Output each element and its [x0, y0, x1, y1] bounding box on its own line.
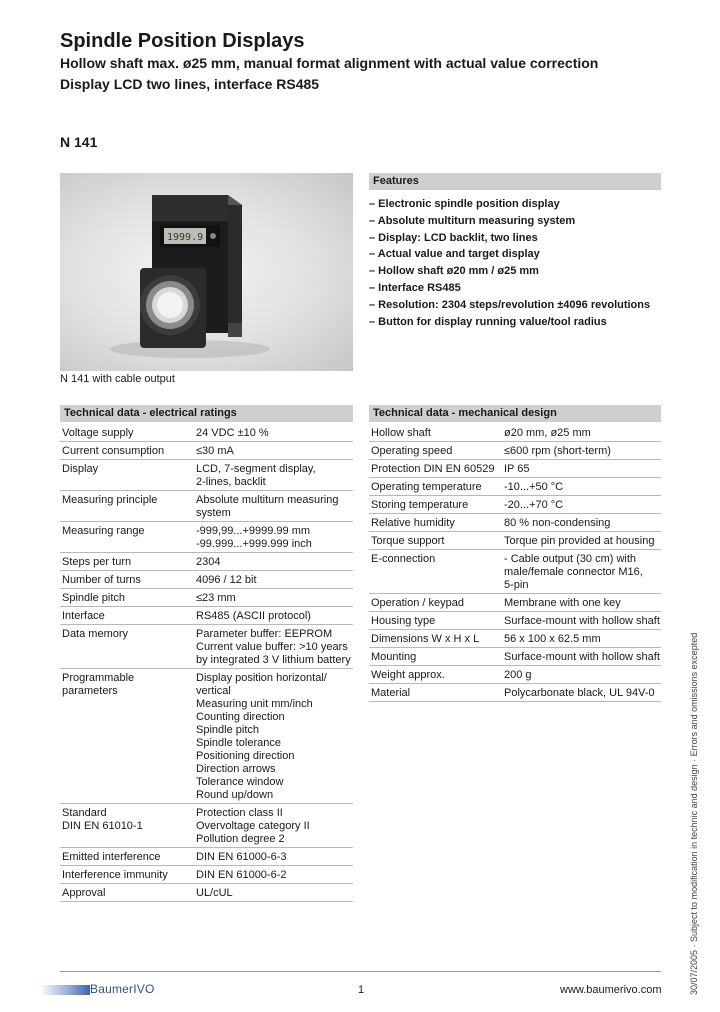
spec-value	[502, 460, 661, 478]
spec-label	[60, 553, 194, 571]
spec-value	[502, 550, 661, 594]
spec-label	[369, 666, 502, 684]
spec-value-line: -99.999...+999.999 inch	[196, 538, 312, 550]
spec-value-line: -10...+50 °C	[504, 481, 564, 493]
spec-value-line: - Cable output (30 cm) with	[504, 553, 637, 565]
spec-value-line: Round up/down	[196, 789, 274, 801]
spec-value-line: male/female connector M16,	[504, 566, 643, 578]
spec-value	[194, 607, 353, 625]
photo-caption: N 141 with cable output	[60, 373, 175, 385]
spec-value	[502, 478, 661, 496]
keypad-button	[210, 233, 216, 239]
spec-value-line: IP 65	[504, 463, 530, 475]
spec-value-line: 5-pin	[504, 579, 529, 591]
spec-value-line: Counting direction	[196, 711, 285, 723]
spec-value-line: Overvoltage category II	[196, 820, 310, 832]
spec-label-line: Display	[62, 463, 99, 475]
spec-label	[369, 612, 502, 630]
spec-label	[369, 648, 502, 666]
spec-label-line: Number of turns	[62, 574, 141, 586]
spec-row	[369, 514, 661, 532]
spec-value	[502, 424, 661, 442]
spec-label-line: Current consumption	[62, 445, 165, 457]
spec-value-line: 80 % non-condensing	[504, 517, 611, 529]
spec-row	[60, 804, 353, 848]
spec-label	[369, 442, 502, 460]
spec-value-line: Absolute multiturn measuring	[196, 494, 339, 506]
features-heading: Features	[369, 173, 661, 190]
spec-label-line: Voltage supply	[62, 427, 134, 439]
spec-label	[60, 442, 194, 460]
spec-value	[502, 666, 661, 684]
spec-row	[369, 594, 661, 612]
spec-value	[502, 630, 661, 648]
spec-value	[194, 460, 353, 491]
spec-value-line: 4096 / 12 bit	[196, 574, 257, 586]
spec-label	[369, 532, 502, 550]
spec-label-line: DIN EN 61010-1	[62, 820, 143, 832]
spec-value-line: 2-lines, backlit	[196, 476, 266, 488]
spec-row	[369, 478, 661, 496]
spec-label	[60, 866, 194, 884]
feature-item: – Interface RS485	[369, 281, 461, 294]
feature-item: – Button for display running value/tool radius	[369, 315, 607, 328]
spec-value-line: Parameter buffer: EEPROM	[196, 628, 333, 640]
spec-value-line: LCD, 7-segment display,	[196, 463, 316, 475]
spec-row	[60, 571, 353, 589]
spec-label-line: Hollow shaft	[371, 427, 431, 439]
spec-label-line: Measuring principle	[62, 494, 158, 506]
lcd-readout: 1999.9	[167, 232, 204, 243]
spec-value-line: Surface-mount with hollow shaft	[504, 651, 660, 663]
spec-row	[60, 442, 353, 460]
spec-row	[369, 648, 661, 666]
spec-value-line: 56 x 100 x 62.5 mm	[504, 633, 601, 645]
spec-label-line: Storing temperature	[371, 499, 469, 511]
spec-label	[60, 607, 194, 625]
spec-label-line: Approval	[62, 887, 106, 899]
spec-value	[194, 442, 353, 460]
subtitle-display: Display LCD two lines, interface RS485	[60, 76, 320, 92]
spec-value	[502, 648, 661, 666]
feature-item: – Electronic spindle position display	[369, 198, 560, 210]
spec-label-line: Steps per turn	[62, 556, 132, 568]
product-photo	[60, 173, 353, 371]
spec-value	[194, 884, 353, 902]
spec-label-line: Housing type	[371, 615, 436, 627]
spec-label-line: Mounting	[371, 651, 417, 663]
spec-value-line: Membrane with one key	[504, 597, 621, 609]
spec-row	[60, 460, 353, 491]
spec-row	[60, 424, 353, 442]
spec-value-line: DIN EN 61000-6-3	[196, 851, 287, 863]
spec-value	[502, 594, 661, 612]
spec-value-line: DIN EN 61000-6-2	[196, 869, 287, 881]
website-link[interactable]: www.baumerivo.com	[560, 984, 662, 996]
spec-value-line: Tolerance window	[196, 776, 284, 788]
spec-value-line: Surface-mount with hollow shaft	[504, 615, 660, 627]
spec-value	[194, 866, 353, 884]
spec-row	[369, 532, 661, 550]
spec-value-line: Protection class II	[196, 807, 283, 819]
spec-label-line: Programmable	[62, 672, 135, 684]
spec-label	[369, 460, 502, 478]
spec-label	[369, 684, 502, 702]
brand-logo: BaumerIVO	[90, 982, 155, 996]
spec-value-line: Polycarbonate black, UL 94V-0	[504, 687, 655, 699]
spec-row	[60, 491, 353, 522]
spec-label-line: Data memory	[62, 628, 129, 640]
spec-value	[194, 848, 353, 866]
spec-label	[369, 630, 502, 648]
spec-label	[60, 589, 194, 607]
spec-label-line: Dimensions W x H x L	[371, 633, 480, 645]
spec-row	[369, 460, 661, 478]
spec-value	[194, 491, 353, 522]
spec-label	[369, 478, 502, 496]
spec-label-line: Emitted interference	[62, 851, 161, 863]
model-number: N 141	[60, 134, 98, 150]
footer-divider	[60, 971, 661, 972]
spec-value-line: Direction arrows	[196, 763, 276, 775]
spec-value	[502, 684, 661, 702]
spec-label	[369, 550, 502, 594]
spec-row	[60, 848, 353, 866]
feature-item: – Absolute multiturn measuring system	[369, 214, 576, 227]
spec-row	[369, 496, 661, 514]
spec-label-line: Interface	[62, 610, 105, 622]
spec-value	[194, 522, 353, 553]
feature-item: – Hollow shaft ø20 mm / ø25 mm	[369, 265, 539, 278]
spec-value-line: ≤600 rpm (short-term)	[504, 445, 611, 457]
feature-item: – Actual value and target display	[369, 248, 540, 261]
spec-row	[369, 424, 661, 442]
legal-note: 30/07/2005 · Subject to modification in technic and design · Errors and omissions excepted	[689, 632, 699, 995]
spec-row	[369, 550, 661, 594]
spec-label-line: Spindle pitch	[62, 592, 125, 604]
spec-value-line: 24 VDC ±10 %	[196, 427, 269, 439]
spec-value-line: Spindle tolerance	[196, 737, 282, 749]
spec-value	[194, 589, 353, 607]
spec-value-line: ≤30 mA	[196, 445, 234, 457]
spec-value	[194, 571, 353, 589]
spec-row	[60, 607, 353, 625]
spec-value-line: ≤23 mm	[196, 592, 236, 604]
feature-item: – Resolution: 2304 steps/revolution ±4096 revolutions	[369, 298, 651, 311]
spec-value	[502, 496, 661, 514]
spec-row	[60, 522, 353, 553]
spec-label-line: Measuring range	[62, 525, 145, 537]
spec-value-line: -20...+70 °C	[504, 499, 564, 511]
spec-row	[60, 553, 353, 571]
spec-value	[194, 804, 353, 848]
spec-label	[369, 514, 502, 532]
spec-value-line: by integrated 3 V lithium battery	[196, 654, 351, 666]
spec-label-line: Torque support	[371, 535, 445, 547]
spec-label-line: Operation / keypad	[371, 597, 464, 609]
spec-value-line: Positioning direction	[196, 750, 295, 762]
spec-value	[194, 424, 353, 442]
spec-row	[60, 884, 353, 902]
spec-value-line: 2304	[196, 556, 221, 568]
spec-value	[194, 625, 353, 669]
spec-value-line: Spindle pitch	[196, 724, 259, 736]
spec-label	[369, 424, 502, 442]
spec-value	[194, 669, 353, 804]
spec-value	[502, 612, 661, 630]
page-title: Spindle Position Displays	[60, 30, 305, 52]
spec-value	[194, 553, 353, 571]
electrical-table	[60, 424, 353, 902]
spec-label-line: Operating speed	[371, 445, 453, 457]
spec-label	[60, 460, 194, 491]
spec-row	[369, 442, 661, 460]
spec-value-line: system	[196, 507, 231, 519]
spec-value-line: Display position horizontal/	[196, 672, 327, 684]
spec-label	[60, 669, 194, 804]
spec-row	[60, 589, 353, 607]
spec-label-line: Relative humidity	[371, 517, 455, 529]
spec-label-line: Material	[371, 687, 411, 699]
spec-row	[369, 612, 661, 630]
spec-row	[369, 630, 661, 648]
spec-row	[369, 684, 661, 702]
page-number: 1	[358, 984, 365, 996]
spindle-display-illustration	[60, 173, 353, 371]
spec-value-line: UL/cUL	[196, 887, 233, 899]
subtitle-shaft: Hollow shaft max. ø25 mm, manual format alignment with actual value correction	[60, 55, 599, 71]
spec-value-line: Current value buffer: >10 years	[196, 641, 348, 653]
spec-label-line: Protection DIN EN 60529	[371, 463, 495, 475]
spec-value-line: 200 g	[504, 669, 532, 681]
spec-value-line: -999,99...+9999.99 mm	[196, 525, 311, 537]
spec-value-line: Torque pin provided at housing	[504, 535, 655, 547]
mechanical-table	[369, 424, 661, 702]
spec-label-line: E-connection	[371, 553, 436, 565]
spec-label	[60, 424, 194, 442]
spec-label	[60, 571, 194, 589]
spec-row	[60, 625, 353, 669]
spec-value-line: Measuring unit mm/inch	[196, 698, 313, 710]
mechanical-heading: Technical data - mechanical design	[369, 405, 661, 422]
spec-label-line: Interference immunity	[62, 869, 168, 881]
spec-row	[60, 866, 353, 884]
spec-value	[502, 532, 661, 550]
features-list	[369, 196, 650, 330]
spec-label-line: Weight approx.	[371, 669, 445, 681]
spec-label	[60, 491, 194, 522]
spec-label	[60, 848, 194, 866]
spec-row	[369, 666, 661, 684]
spec-label-line: Standard	[62, 807, 107, 819]
spec-value-line: vertical	[196, 685, 231, 697]
brand-bar	[40, 985, 90, 995]
spec-row	[60, 669, 353, 804]
spec-value-line: Pollution degree 2	[196, 833, 285, 845]
spec-label-line: parameters	[62, 685, 118, 697]
spec-label	[369, 496, 502, 514]
spec-label	[60, 884, 194, 902]
spec-label	[60, 804, 194, 848]
spec-value-line: RS485 (ASCII protocol)	[196, 610, 311, 622]
spec-value	[502, 514, 661, 532]
feature-item: – Display: LCD backlit, two lines	[369, 231, 538, 244]
spec-value-line: ø20 mm, ø25 mm	[504, 427, 591, 439]
spec-label	[60, 625, 194, 669]
spec-label	[369, 594, 502, 612]
electrical-heading: Technical data - electrical ratings	[60, 405, 353, 422]
spec-label-line: Operating temperature	[371, 481, 482, 493]
spec-label	[60, 522, 194, 553]
spec-value	[502, 442, 661, 460]
